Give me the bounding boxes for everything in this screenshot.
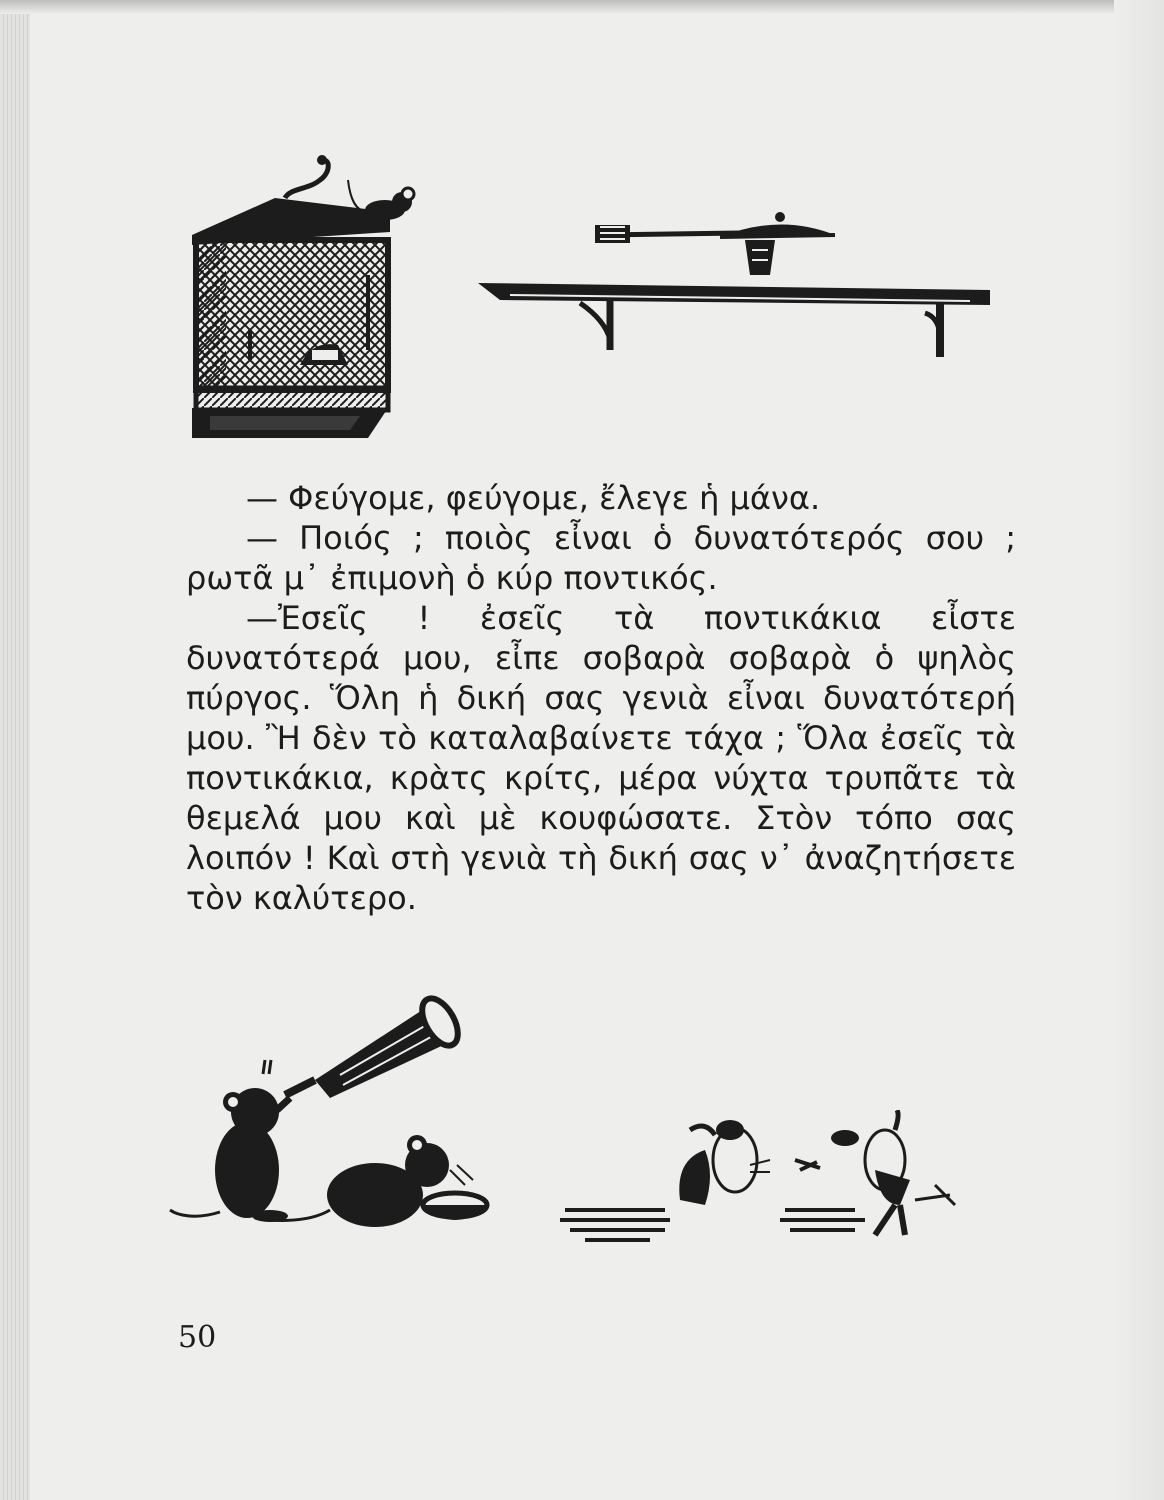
page-top-shadow [0, 0, 1164, 14]
page-number: 50 [178, 1320, 217, 1355]
shelf-illustration [470, 205, 1000, 360]
paragraph-1: — Φεύγομε, φεύγομε, ἔλεγε ἡ μάνα. [246, 479, 821, 517]
birdcage-illustration [180, 150, 440, 450]
two-mice-illustration [555, 1110, 975, 1260]
story-text [186, 478, 1016, 918]
page-stack-edge [0, 0, 30, 1500]
paragraph-2: — Ποιός ; ποιὸς εἶναι ὁ δυνατότερός σου ; ρωτᾶ μ᾽ ἐπιμονὴ ὁ κύρ ποντικός. [186, 519, 1016, 597]
page-right-shadow [1114, 0, 1164, 1500]
mice-spyglass-illustration [165, 980, 495, 1240]
paragraph-3: —Ἐσεῖς ! ἐσεῖς τὰ ποντικάκια εἶστε δυνατότερά μου, εἶπε σοβαρὰ σοβαρὰ ὁ ψηλὸς πύργος. Ὅλη ἡ δική σας γενιὰ εἶναι δυνατότερή μου. Ἢ δὲν τὸ καταλαβαίνετε τάχα ; Ὅλα ἐσεῖς τὰ ποντικάκια, κρὰτς κρίτς, μέρα νύχτα τρυπᾶτε τὰ θεμελά μου καὶ μὲ κουφώσατε. Στὸν τόπο σας λοιπόν ! Καὶ στὴ γενιὰ τὴ δική σας ν᾽ ἀναζητήσετε τὸν καλύτερο. [186, 599, 1016, 917]
